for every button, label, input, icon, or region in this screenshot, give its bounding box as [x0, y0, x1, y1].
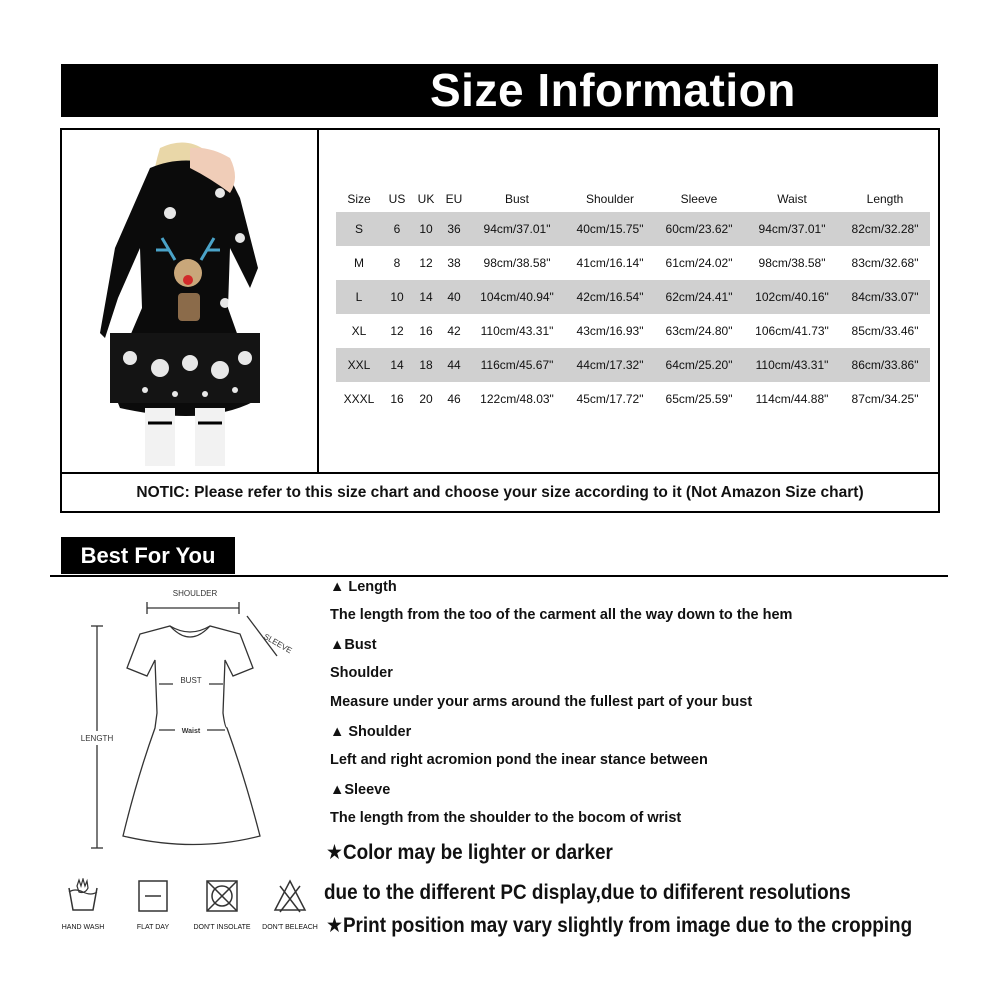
bust-title: ▲Bust: [330, 637, 377, 653]
cell-eu: 42: [447, 324, 461, 338]
header-shoulder: Shoulder: [585, 192, 635, 206]
cell-sleeve: 60cm/23.62": [654, 212, 744, 246]
length-text: The length from the too of the carment all the way down to the hem: [330, 607, 793, 623]
length-title: ▲ Length: [330, 579, 397, 595]
cell-size: S: [336, 212, 382, 246]
cell-eu: 38: [447, 256, 461, 270]
shoulder-text: Left and right acromion pond the inear stance between: [330, 752, 708, 768]
print-note: ★Print position may vary slightly from image due to the cropping: [326, 914, 913, 937]
cell-waist: 94cm/37.01": [744, 212, 840, 246]
color-note: ★Color may be lighter or darker: [326, 841, 613, 864]
cell-us: 6: [382, 212, 412, 246]
cell-eu: 46: [447, 392, 461, 406]
cell-waist: 114cm/44.88": [755, 392, 829, 406]
cell-waist: 110cm/43.31": [744, 348, 840, 382]
header-uk: UK: [417, 192, 435, 206]
care-label: HAND WASH: [61, 924, 105, 931]
cell-sleeve: 61cm/24.02": [665, 256, 733, 270]
cell-shoulder: 44cm/17.32": [566, 348, 654, 382]
cell-length: 85cm/33.46": [851, 324, 919, 338]
cell-sleeve: 65cm/25.59": [665, 392, 733, 406]
header-waist: Waist: [777, 192, 807, 206]
cell-shoulder: 42cm/16.54": [566, 280, 654, 314]
cell-uk: 14: [412, 280, 440, 314]
cell-shoulder: 45cm/17.72": [576, 392, 644, 406]
cell-bust: 122cm/48.03": [480, 392, 554, 406]
care-flat-dry: [113, 878, 193, 931]
sleeve-text: The length from the shoulder to the bocom of wrist: [330, 810, 682, 826]
table-row: [336, 280, 930, 314]
header-us: US: [388, 192, 406, 206]
display-note: due to the different PC display,due to dififerent resolutions: [324, 881, 851, 904]
cell-bust: 104cm/40.94": [468, 280, 566, 314]
cell-eu: 40: [440, 280, 468, 314]
cell-size: XXXL: [343, 392, 375, 406]
hand-wash-icon: [65, 878, 101, 914]
care-label: FLAT DAY: [136, 924, 170, 931]
header-bust: Bust: [504, 192, 529, 206]
shoulder-title: ▲ Shoulder: [330, 724, 412, 740]
header-length: Length: [866, 192, 904, 206]
size-table-header: [336, 186, 930, 212]
header-eu: EU: [445, 192, 463, 206]
table-row: [336, 314, 930, 348]
cell-eu: 44: [440, 348, 468, 382]
cell-waist: 98cm/38.58": [758, 256, 826, 270]
diagram-label-waist: Waist: [181, 728, 201, 735]
cell-uk: 12: [419, 256, 433, 270]
cell-sleeve: 63cm/24.80": [665, 324, 733, 338]
diagram-label-length: LENGTH: [80, 734, 114, 743]
cell-sleeve: 64cm/25.20": [654, 348, 744, 382]
cell-size: L: [336, 280, 382, 314]
care-dont-bleach: [250, 878, 330, 931]
cell-length: 83cm/32.68": [851, 256, 919, 270]
table-row: [336, 382, 930, 416]
do-not-bleach-icon: [272, 878, 308, 914]
do-not-tumble-dry-icon: [204, 878, 240, 914]
cell-uk: 16: [419, 324, 433, 338]
cell-us: 8: [393, 256, 401, 270]
table-row: [336, 212, 930, 246]
flat-dry-icon: [135, 878, 171, 914]
care-label: DON'T BELEACH: [262, 924, 318, 931]
cell-shoulder: 40cm/15.75": [566, 212, 654, 246]
diagram-label-shoulder: SHOULDER: [172, 589, 218, 598]
cell-length: 84cm/33.07": [840, 280, 930, 314]
cell-size: XXL: [336, 348, 382, 382]
cell-us: 10: [382, 280, 412, 314]
cell-bust: 94cm/37.01": [468, 212, 566, 246]
cell-length: 82cm/32.28": [840, 212, 930, 246]
size-table: [336, 186, 930, 416]
diagram-label-sleeve: SLEEVE: [262, 631, 294, 656]
cell-us: 12: [390, 324, 404, 338]
bust-text: Measure under your arms around the fullest part of your bust: [330, 694, 753, 710]
cell-uk: 10: [412, 212, 440, 246]
size-information-banner: Size Information: [61, 64, 938, 117]
size-chart-frame: [60, 128, 940, 513]
diagram-label-bust: BUST: [180, 676, 202, 685]
cell-size: XL: [351, 324, 367, 338]
cell-uk: 18: [412, 348, 440, 382]
cell-bust: 110cm/43.31": [480, 324, 554, 338]
cell-length: 86cm/33.86": [840, 348, 930, 382]
sleeve-title: ▲Sleeve: [330, 782, 391, 798]
bust-subtitle: Shoulder: [330, 665, 393, 681]
table-row: [336, 348, 930, 382]
product-photo: [90, 138, 290, 468]
header-sleeve: Sleeve: [680, 192, 718, 206]
table-row: [336, 246, 930, 280]
cell-bust: 98cm/38.58": [483, 256, 551, 270]
size-chart-notice: NOTIC: Please refer to this size chart and choose your size according to it (Not Amazon Size chart): [136, 484, 864, 501]
measurement-diagram: [55, 578, 325, 868]
cell-eu: 36: [440, 212, 468, 246]
cell-shoulder: 43cm/16.93": [576, 324, 644, 338]
cell-waist: 102cm/40.16": [744, 280, 840, 314]
cell-us: 14: [382, 348, 412, 382]
cell-shoulder: 41cm/16.14": [576, 256, 644, 270]
best-for-you-heading: Best For You: [61, 537, 235, 574]
frame-divider-vertical: [317, 130, 319, 474]
section-rule: [50, 575, 948, 577]
cell-waist: 106cm/41.73": [755, 324, 829, 338]
cell-sleeve: 62cm/24.41": [654, 280, 744, 314]
cell-size: M: [354, 256, 364, 270]
care-hand-wash: [43, 878, 123, 931]
cell-us: 16: [390, 392, 404, 406]
header-size: Size: [347, 192, 371, 206]
care-label: DON'T INSOLATE: [193, 924, 251, 931]
cell-length: 87cm/34.25": [851, 392, 919, 406]
cell-uk: 20: [419, 392, 433, 406]
cell-bust: 116cm/45.67": [468, 348, 566, 382]
